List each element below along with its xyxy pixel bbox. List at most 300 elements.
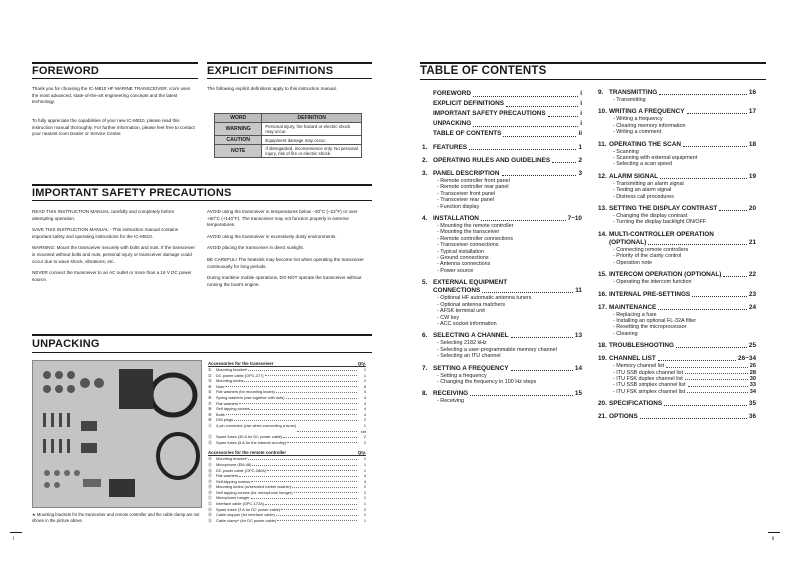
accessory-number: ⑧	[208, 406, 212, 412]
def-text: Personal injury, fire hazard or electric shock may occur.	[262, 123, 362, 136]
leader-dots	[548, 109, 579, 117]
leader-dots	[658, 355, 736, 361]
toc-subentry-label: - Optional antenna matchers	[437, 301, 506, 308]
leader-dots	[239, 473, 357, 477]
toc-subentry-label: - ITU FSK simplex channel list	[613, 388, 686, 395]
leader-dots	[659, 89, 747, 95]
leader-dots	[552, 157, 576, 163]
toc-subentry-label: - Mounting the remote controller	[437, 223, 514, 230]
toc-entry-label: FOREWORD	[433, 90, 471, 97]
accessory-name: Bolts	[216, 411, 225, 417]
safety-item: BE CAREFUL! The heatsink may become hot when operating the transceiver continuously for long periods.	[207, 256, 364, 269]
toc-subentry-label: - Testing an alarm signal	[613, 187, 672, 194]
toc-subentry-label: - ITU SSB duplex channel list	[613, 369, 684, 376]
toc-subentry-label: - Remote controller front panel	[437, 178, 510, 184]
leader-dots	[244, 378, 357, 382]
toc-subentry-label: - Ground connections	[437, 255, 489, 262]
toc-subentry-label: - Priority of the clarity control	[613, 253, 682, 260]
toc-subentry-page: 34	[749, 388, 756, 395]
toc-entry[interactable]	[422, 89, 582, 99]
toc-entry-label: MULTI-CONTROLLER OPERATION	[609, 230, 714, 238]
toc-entry-number: 15.	[598, 271, 607, 279]
toc-entry-number: 18.	[598, 342, 607, 350]
leader-dots	[286, 395, 357, 399]
toc-entry-page: 35	[748, 400, 756, 408]
toc-right-column	[598, 89, 756, 426]
toc-entry-label: CHANNEL LIST	[609, 355, 656, 363]
toc-left-column	[422, 89, 582, 410]
toc-entry-number: 17.	[598, 303, 607, 311]
toc-entry-number: 12.	[598, 172, 607, 180]
toc-entry[interactable]	[598, 413, 756, 421]
accessory-number: ㉑	[208, 495, 212, 501]
toc-entry-label: SELECTING A CHANNEL	[433, 332, 509, 340]
accessory-number: ⑲	[208, 484, 212, 490]
leader-dots	[719, 205, 747, 211]
safety-left-column	[32, 209, 196, 283]
toc-entry-label: WRITING A FREQUENCY	[609, 108, 685, 116]
toc-entry-page: i	[580, 100, 582, 107]
leader-dots	[251, 479, 357, 483]
toc-subentry-label: - Installing an optional FL-32A filter	[613, 317, 697, 324]
toc-subentry-label: - Transmitting an alarm signal	[613, 180, 684, 187]
toc-entry-number: 4.	[422, 215, 428, 223]
toc-entry-continued	[422, 287, 582, 295]
leader-dots	[511, 365, 573, 371]
toc-entry[interactable]	[422, 215, 582, 223]
toc-entry-continued	[598, 239, 756, 247]
accessory-qty: 4	[363, 394, 366, 400]
toc-entry-number: 9.	[598, 89, 604, 96]
toc-subentry-label: - Replacing a fuse	[613, 311, 657, 318]
toc-entry[interactable]	[422, 365, 582, 373]
toc-entry[interactable]	[422, 170, 582, 178]
toc-entry[interactable]	[422, 390, 582, 398]
safety-item: NEVER connect the transceiver to an AC outlet or more than a 16 V DC power source.	[32, 270, 192, 282]
toc-entry-page: 36	[748, 413, 756, 421]
accessory-qty: 2	[363, 434, 366, 440]
leader-dots	[666, 363, 748, 367]
leader-dots	[265, 373, 357, 377]
toc-subentry-label: - Optional HF automatic antenna tuners	[437, 295, 532, 302]
toc-entry-number: 19.	[598, 355, 607, 363]
leader-dots	[226, 412, 357, 416]
toc-entry-number: 5.	[422, 279, 428, 287]
page-number-left: i	[13, 536, 15, 542]
toc-entry-label: RECEIVING	[433, 390, 469, 398]
leader-dots	[658, 304, 747, 310]
toc-subentry-label: - Typical installation	[437, 248, 484, 255]
leader-dots	[276, 389, 357, 393]
toc-entry[interactable]	[598, 141, 756, 149]
toc-entry-page: 20	[748, 205, 756, 213]
accessory-qty: 2	[363, 417, 366, 423]
toc-entry-label-cont: CONNECTIONS	[433, 287, 481, 295]
leader-dots	[239, 401, 357, 405]
toc-subentry-label: - Transceiver connections	[437, 242, 499, 249]
leader-dots	[277, 518, 357, 522]
toc-entry-label: INSTALLATION	[433, 215, 479, 223]
leader-dots	[469, 144, 576, 150]
toc-entry-page: 16	[748, 89, 756, 96]
definitions-title: EXPLICIT DEFINITIONS	[207, 65, 334, 77]
leader-dots	[294, 490, 357, 494]
toc-entry[interactable]	[598, 173, 756, 181]
leader-dots	[503, 129, 576, 137]
accessory-qty: 1	[363, 456, 366, 462]
accessory-number: ③	[208, 378, 212, 384]
toc-entry-label: SETTING A FREQUENCY	[433, 364, 509, 372]
accessory-name: Flat washers	[216, 400, 239, 406]
toc-subentry-label: - AFSK terminal unit	[437, 308, 485, 315]
toc-title: TABLE OF CONTENTS	[420, 65, 547, 77]
accessories-list	[208, 361, 366, 523]
accessory-name: Spare fuses (3 A for DC power cable)	[216, 506, 281, 512]
definitions-table	[214, 113, 362, 158]
def-word: WARNING	[215, 123, 262, 136]
toc-subentry-label: - Receiving	[437, 398, 464, 405]
toc-entry-page: 14	[574, 364, 582, 372]
toc-subentry-label: - Remote controller rear panel	[437, 184, 509, 191]
toc-entry-label: UNPACKING	[433, 120, 472, 127]
leader-dots	[685, 376, 748, 380]
toc-subentry-label: - Turning the display backlight ON/OFF	[613, 219, 707, 226]
foreword-p1: Thank you for choosing the IC-M810 HF MARINE TRANSCEIVER. Icom uses the most advanced, state-of-the-art engineering concepts and the latest technology.	[32, 86, 191, 105]
safety-item: AVOID placing the transceiver in direct sunlight.	[207, 245, 304, 251]
foreword-title: FOREWORD	[32, 65, 99, 77]
toc-entry[interactable]	[422, 332, 582, 340]
toc-entry-number: 2.	[422, 157, 428, 164]
toc-entry[interactable]	[422, 119, 582, 129]
accessory-qty: 2	[363, 484, 366, 490]
accessory-qty: 2	[363, 489, 366, 495]
toc-subentry-label: - Writing a comment	[613, 129, 662, 136]
safety-item: AVOID using the transceiver in temperatures below –30°C (–22°F) or over +60°C (+140°F). The transceiver may not function properly in extreme temperatures.	[207, 209, 358, 228]
def-word: CAUTION	[215, 136, 262, 145]
unpacking-caption: ★ Mounting brackets for the transceiver and remote controller and the cable clamp are not shown in the picture above.	[32, 512, 200, 523]
toc-subentry-label: - Mounting the transceiver	[437, 229, 500, 236]
accessory-name: Self tapping screws (for microphone hanger)	[216, 489, 293, 495]
toc-entry-label: SPECIFICATIONS	[609, 400, 663, 408]
toc-entry-page: 17	[748, 108, 756, 116]
toc-subentry-label: - Operating the intercom function	[613, 279, 692, 286]
toc-entry-label: OPTIONS	[609, 413, 638, 421]
accessory-number: ㉕	[208, 517, 212, 523]
accessory-name: Self-tapping screws	[216, 478, 250, 484]
accessory-qty: 4	[363, 400, 366, 406]
accessory-number: ⑩	[208, 417, 212, 423]
toc-entry-label: EXPLICIT DEFINITIONS	[433, 100, 505, 107]
accessory-name: Mounting bracket*	[216, 367, 248, 372]
toc-entry-page: 22	[748, 271, 756, 279]
leader-dots	[481, 215, 566, 221]
toc-subentry-label: - Function display	[437, 203, 480, 210]
toc-subentry-label: - Selecting 2182 kHz	[437, 340, 487, 347]
toc-subentry-label: - Cleaning	[613, 330, 638, 337]
toc-entry[interactable]	[598, 342, 756, 350]
toc-entry[interactable]	[422, 144, 582, 152]
toc-entry[interactable]	[598, 231, 756, 239]
toc-subentry-label: - Setting a frequency	[437, 372, 487, 379]
accessory-number: ⑫	[208, 434, 212, 440]
toc-entry-label: INTERNAL PRE-SETTINGS	[609, 290, 691, 298]
def-word: NOTE	[215, 145, 262, 158]
toc-subentry-label: - Selecting a user-programmable memory channel	[437, 346, 557, 353]
toc-entry[interactable]	[598, 108, 756, 116]
leader-dots	[664, 400, 747, 406]
leader-dots	[660, 173, 747, 179]
toc-entry-label: ALARM SIGNAL	[609, 172, 658, 180]
accessory-qty: 1	[363, 372, 366, 378]
toc-entry-label: MAINTENANCE	[609, 303, 657, 311]
accessory-number: ⑯	[208, 467, 212, 473]
toc-entry[interactable]	[422, 99, 582, 109]
accessory-name: DC power cable (OPC-377)	[216, 372, 264, 378]
accessory-qty: 4	[363, 411, 366, 417]
toc-subentry-label: - Transceiver rear panel	[437, 197, 494, 204]
accessory-name: DC power cable (OPC-080A)	[216, 467, 267, 473]
accessory-qty: 1	[363, 517, 366, 523]
accessory-qty: 4	[363, 389, 366, 395]
toc-entry[interactable]	[598, 89, 756, 97]
toc-entry-number: 7.	[422, 364, 428, 372]
leader-dots	[723, 271, 746, 277]
toc-entry-label: OPERATING THE SCAN	[609, 140, 681, 148]
accessory-number: ⑨	[208, 411, 212, 417]
leader-dots	[640, 413, 747, 419]
toc-entry-page: 21	[748, 238, 756, 246]
accessory-name: Spare fuses (5 A for the internal circuitry)	[216, 439, 287, 445]
leader-dots	[683, 141, 747, 147]
toc-entry-page: i	[580, 120, 582, 127]
accessory-qty: 4	[363, 473, 366, 479]
toc-subentry-label: - Clearing memory information	[613, 122, 686, 129]
col-definition: DEFINITION	[262, 114, 362, 123]
toc-entry-label: EXTERNAL EQUIPMENT	[433, 279, 508, 287]
toc-subentry-label: - Operation note	[613, 259, 652, 266]
accessory-qty: 1	[363, 512, 366, 518]
accessory-name: Cable stopper (for interface cable)	[216, 512, 275, 518]
leader-dots	[248, 367, 357, 371]
leader-dots	[473, 89, 578, 97]
toc-entry-page: 24	[748, 303, 756, 311]
accessory-name: Self tapping screws	[216, 406, 250, 412]
col-word: WORD	[215, 114, 262, 123]
toc-entry-label-cont: (OPTIONAL)	[609, 238, 647, 246]
toc-entry-label: INTERCOM OPERATION (OPTIONAL)	[609, 271, 722, 279]
accessory-qty: 4	[363, 406, 366, 412]
leader-dots	[685, 370, 748, 374]
leader-dots	[248, 456, 357, 460]
toc-entry[interactable]	[598, 205, 756, 213]
accessory-qty: 8	[363, 383, 366, 389]
accessory-qty: 1	[363, 495, 366, 501]
toc-entry-number: 1.	[422, 144, 428, 151]
accessory-qty: 1	[363, 367, 366, 372]
toc-entry-label: IMPORTANT SAFETY PRECAUTIONS	[433, 110, 546, 117]
toc-subentry-label: - ACC socket information	[437, 320, 497, 327]
leader-dots	[234, 417, 357, 421]
leader-dots	[252, 462, 357, 466]
toc-subentry-label: - Distress call procedures	[613, 193, 674, 200]
toc-entry-number: 16.	[598, 290, 607, 298]
accessory-number: ⑰	[208, 473, 212, 479]
toc-entry[interactable]	[422, 157, 582, 165]
leader-dots	[648, 239, 747, 245]
leader-dots	[688, 382, 748, 386]
toc-entry-label: SETTING THE DISPLAY CONTRAST	[609, 205, 718, 213]
leader-dots	[687, 108, 747, 114]
toc-entry-page: 11	[575, 287, 582, 295]
accessory-number: ⑤	[208, 389, 212, 395]
accessory-name: Microphone hanger	[216, 495, 250, 501]
accessory-number: ⑭	[208, 456, 212, 462]
accessory-qty: 1	[363, 467, 366, 473]
toc-entry-page: 26~34	[738, 355, 756, 363]
toc-subentry-label: - Remote controller connections	[437, 235, 514, 242]
accessory-number: ①	[208, 367, 212, 372]
safety-item: SAVE THIS INSTRUCTION MANUAL - This instruction manual contains important safety and operating instructions for the IC-M810.	[32, 227, 179, 239]
accessory-number: ④	[208, 383, 212, 389]
toc-entry-page: ii	[578, 130, 582, 137]
leader-dots	[276, 512, 357, 516]
toc-entry[interactable]	[422, 279, 582, 287]
accessory-name: DIN plugs	[216, 417, 234, 423]
toc-entry-page: 23	[748, 290, 756, 298]
remote-accessories-header: Accessories for the remote controller Qty.	[208, 450, 366, 456]
accessory-name: Nuts	[216, 383, 224, 389]
accessory-number: ⑱	[208, 478, 212, 484]
toc-entry[interactable]	[598, 291, 756, 299]
accessories-photo	[32, 360, 202, 508]
accessory-qty: 1 set	[360, 422, 366, 434]
toc-entry-page: 19	[748, 172, 756, 180]
toc-entry-page: 7~10	[567, 215, 582, 223]
toc-subentry-label: - Selecting an ITU channel	[437, 353, 501, 360]
leader-dots	[473, 119, 578, 127]
toc-entry-number: 3.	[422, 170, 428, 177]
toc-subentry-label: - Antenna connections	[437, 261, 491, 268]
toc-entry[interactable]	[598, 400, 756, 408]
leader-dots	[511, 332, 573, 338]
toc-subentry-label: - Changing the display contrast	[613, 213, 688, 220]
toc-entry[interactable]	[598, 271, 756, 279]
toc-entry-label: OPERATING RULES AND GUIDELINES	[433, 157, 551, 164]
accessory-number: ②	[208, 372, 212, 378]
accessory-number: ⑳	[208, 489, 212, 495]
toc-subentry-page: 28	[749, 369, 756, 376]
toc-entry-page: 3	[578, 170, 582, 177]
accessory-qty: 1	[363, 501, 366, 507]
accessory-name: Cable clamp* (for DC power cable)	[216, 517, 277, 523]
accessory-row	[208, 518, 366, 524]
toc-subentry-label: - Power source	[437, 267, 474, 274]
toc-subentry-label: - ITU FSK duplex channel list	[613, 375, 683, 382]
accessory-qty: 2	[363, 378, 366, 384]
safety-right-column	[207, 209, 371, 288]
toc-entry-page: 1	[578, 144, 582, 151]
accessory-name: Mounting bracket*	[216, 456, 248, 462]
accessory-name: Spring washers (use together with nuts)	[216, 394, 285, 400]
toc-entry[interactable]	[422, 129, 582, 139]
accessory-number: ㉒	[208, 501, 212, 507]
accessory-qty: 1	[363, 461, 366, 467]
toc-entry-label: TRANSMITTING	[609, 89, 658, 96]
toc-subentry-label: - Connecting remote controllers	[613, 246, 689, 253]
toc-entry-number: 21.	[598, 413, 607, 421]
toc-subentry-label: - Writing a frequency	[613, 116, 663, 123]
safety-item: During maritime mobile operations, DO NOT operate the transceiver without running the boat's engine.	[207, 275, 362, 287]
toc-entry[interactable]	[422, 109, 582, 119]
accessory-number: ㉔	[208, 512, 212, 518]
toc-subentry-label: - Resetting the microprocessor	[613, 324, 687, 331]
toc-subentry-label: - ITU SSB simplex channel list	[613, 382, 686, 389]
toc-entry-number: 14.	[598, 230, 607, 238]
toc-subentry-label: - Selecting a scan speed	[613, 161, 673, 168]
toc-subentry-label: - Memory channel list	[613, 363, 665, 370]
leader-dots	[676, 342, 747, 348]
accessory-number: ⑥	[208, 394, 212, 400]
leader-dots	[470, 390, 573, 396]
safety-item: AVOID using the transceiver in excessively dusty environments.	[207, 233, 337, 239]
toc-entry[interactable]	[598, 304, 756, 312]
leader-dots	[687, 389, 748, 393]
leader-dots	[297, 423, 357, 432]
def-text: Equipment damage may occur.	[262, 136, 362, 145]
accessory-name: Spare fuses (30 A for DC power cable)	[216, 434, 283, 440]
accessory-name: 4-pin connector (use when connecting a tuner)	[216, 422, 297, 428]
toc-entry-number: 13.	[598, 205, 607, 213]
toc-entry-number: 11.	[598, 140, 607, 148]
accessory-number: ㉓	[208, 506, 212, 512]
toc-subentry-label: - Transceiver front panel	[437, 190, 496, 197]
accessory-qty: 4	[363, 478, 366, 484]
leader-dots	[225, 384, 357, 388]
safety-item: WARNING: Mount the transceiver securely with bolts and nuts. If the transceiver is mounted without bolts and nuts, personal injury or transceiver damage could occur due to wave shock, vibrations, etc.	[32, 245, 195, 264]
toc-entry-page: i	[580, 110, 582, 117]
toc-entry-number: 8.	[422, 390, 428, 398]
toc-entry-label: TABLE OF CONTENTS	[433, 130, 502, 137]
leader-dots	[283, 434, 357, 438]
accessory-qty: 2	[363, 439, 366, 445]
accessory-name: Flat washers	[216, 473, 239, 479]
accessory-number: ⑮	[208, 461, 212, 467]
accessory-name: Interface cable (OPC-172A)	[216, 501, 265, 507]
leader-dots	[251, 495, 357, 499]
accessory-number: ⑪	[208, 422, 212, 428]
leader-dots	[292, 484, 357, 488]
definitions-intro: The following explicit definitions apply to this instruction manual.	[207, 86, 337, 91]
toc-subentry-label: - Scanning with external equipment	[613, 155, 698, 162]
toc-entry-page: 25	[748, 342, 756, 350]
toc-subentry-label: - Changing the frequency in 100 Hz steps	[437, 378, 537, 385]
leader-dots	[506, 99, 578, 107]
accessory-qty: 2	[363, 506, 366, 512]
toc-entry[interactable]	[598, 355, 756, 363]
accessory-number: ⑬	[208, 439, 212, 445]
toc-entry-label: FEATURES	[433, 144, 467, 151]
toc-entry-number: 20.	[598, 400, 607, 408]
toc-entry-label: TROUBLESHOOTING	[609, 342, 674, 350]
toc-entry-page: i	[580, 90, 582, 97]
toc-entry-page: 2	[578, 157, 582, 164]
toc-entry-number: 6.	[422, 332, 428, 340]
leader-dots	[265, 501, 357, 505]
accessory-name: Mounting knobs (w/serrated rubber washer)	[216, 484, 292, 490]
leader-dots	[502, 170, 577, 176]
accessory-number: ⑦	[208, 400, 212, 406]
accessory-name: Microphone (EM-48)	[216, 461, 252, 467]
